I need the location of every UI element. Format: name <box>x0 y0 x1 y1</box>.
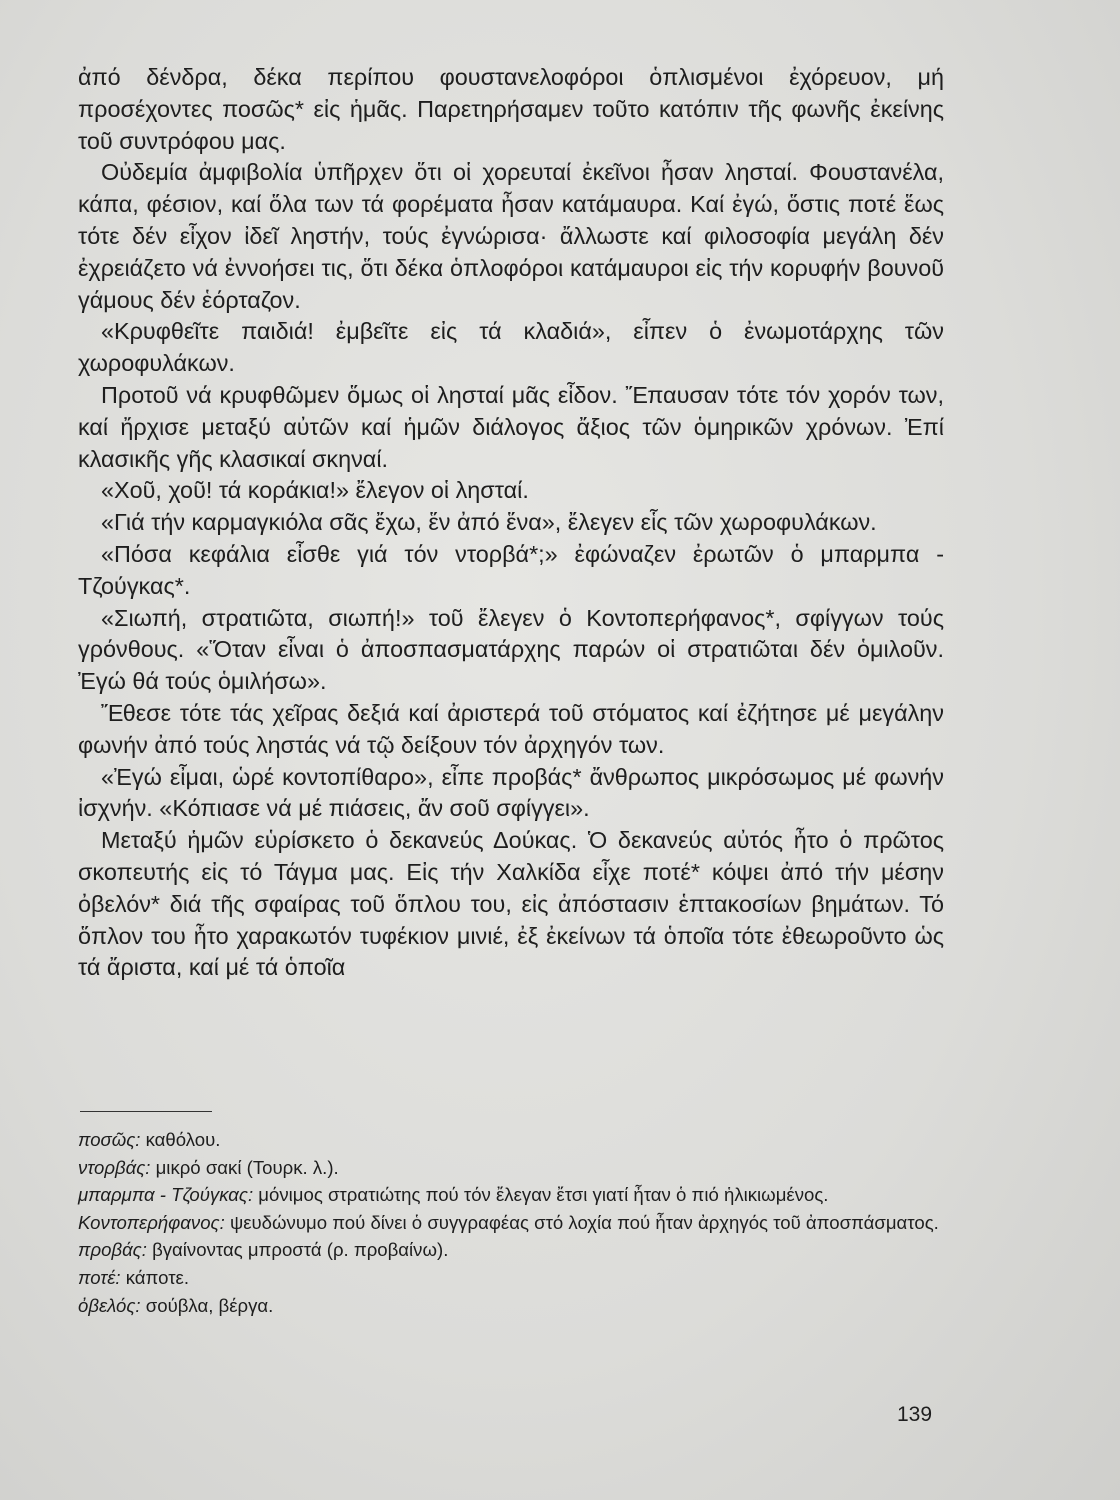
footnote-definition: καθόλου. <box>145 1129 221 1150</box>
footnote-definition: σούβλα, βέργα. <box>145 1294 274 1316</box>
paragraph: Προτοῦ νά κρυφθῶμεν ὅμως οἱ λησταί μᾶς εἶδον. Ἔπαυσαν τότε τόν χορόν των, καί ἤρχισε μεταξύ αὐτῶν καί ἡμῶν διάλογος ἄξιος τῶν ὁμηρικῶν χρόνων. Ἐπί κλασικῆς γῆς κλασικαί σκηναί. <box>78 381 944 472</box>
paragraph: Μεταξύ ἡμῶν εὑρίσκετο ὁ δεκανεύς Δούκας. Ὁ δεκανεύς αὐτός ἦτο ὁ πρῶτος σκοπευτής εἰς τό Τάγμα μας. Εἰς τήν Χαλκίδα εἶχε ποτέ* κόψει ἀπό τήν μέσην ὀβελόν* διά τῆς σφαίρας τοῦ ὅπλου του, εἰς ἀπόστασιν ἑπτακοσίων βημάτων. Τό ὅπλον του ἦτο χαρακωτόν τυφέκιον μινιέ, ἐξ ἐκείνων τά ὁποῖα τότε ἐθεωροῦντο ὡς τά ἄριστα, καί μέ τά ὁποῖα <box>78 827 944 981</box>
footnote <box>78 1264 944 1292</box>
footnote-term: προβάς: <box>78 1239 147 1261</box>
paragraph: «Χοῦ, χοῦ! τά κοράκια!» ἔλεγον οἱ λησταί. <box>101 477 529 504</box>
paragraph: ἀπό δένδρα, δέκα περίπου φουστανελοφόροι ὁπλισμένοι ἐχόρευον, μή προσέχοντες ποσῶς* εἰς ἡμᾶς. Παρετηρήσαμεν τοῦτο κατόπιν τῆς φωνῆς ἐκείνης τοῦ συντρόφου μας. <box>78 64 944 154</box>
footnote-term: ὀβελός: <box>78 1294 141 1316</box>
footnote <box>78 1154 944 1182</box>
footnotes <box>78 1126 944 1319</box>
paragraph: «Πόσα κεφάλια εἶσθε γιά τόν ντορβά*;» ἐφώναζεν ἐρωτῶν ὁ μπαρμπα - Τζούγκας*. <box>78 540 944 599</box>
footnote-definition: μόνιμος στρατιώτης πού τόν ἔλεγαν ἔτσι γιατί ἦταν ὁ πιό ἡλικιωμένος. <box>258 1184 829 1206</box>
footnote-term: ντορβάς: <box>78 1156 151 1178</box>
paragraph: Οὐδεμία ἀμφιβολία ὑπῆρχεν ὅτι οἱ χορευταί ἐκεῖνοι ἦσαν λησταί. Φουστανέλα, κάπα, φέσιον, καί ὅλα των τά φορέματα ἦσαν κατάμαυρα. Καί ἐγώ, ὅστις ποτέ ἕως τότε δέν εἶχον ἰδεῖ ληστήν, τούς ἐγνώρισα· ἄλλωστε καί φιλοσοφία μεγάλη δέν ἐχρειάζετο νά ἐννοήσει τις, ὅτι δέκα ὁπλοφόροι κατάμαυροι εἰς τήν κορυφήν βουνοῦ γάμους δέν ἑόρταζον. <box>78 159 944 313</box>
footnote-definition: μικρό σακί (Τουρκ. λ.). <box>155 1156 339 1178</box>
page-number: 139 <box>897 1403 933 1426</box>
footnote <box>78 1181 944 1209</box>
footnote-term: μπαρμπα - Τζούγκας: <box>78 1184 254 1206</box>
footnote-definition: βγαίνοντας μπροστά (ρ. προβαίνω). <box>152 1239 449 1261</box>
footnote-divider <box>80 1111 212 1112</box>
footnote <box>78 1209 944 1237</box>
paragraph: «Σιωπή, στρατιῶτα, σιωπή!» τοῦ ἔλεγεν ὁ Κοντοπερήφανος*, σφίγγων τούς γρόνθους. «Ὅταν εἶναι ὁ ἀποσπασματάρχης παρών οἱ στρατιῶται δέν ὁμιλοῦν. Ἐγώ θά τούς ὁμιλήσω». <box>78 604 944 695</box>
footnote-term: ποσῶς: <box>78 1129 141 1150</box>
footnote <box>78 1126 944 1154</box>
footnote <box>78 1236 944 1264</box>
footnote-definition: κάποτε. <box>125 1266 189 1288</box>
paragraph: «Ἐγώ εἶμαι, ὡρέ κοντοπίθαρο», εἶπε προβάς* ἄνθρωπος μικρόσωμος μέ φωνήν ἰσχνήν. «Κόπιασε νά μέ πιάσεις, ἄν σοῦ σφίγγει». <box>78 763 944 822</box>
paragraph: Ἔθεσε τότε τάς χεῖρας δεξιά καί ἀριστερά τοῦ στόματος καί ἐζήτησε μέ μεγάλην φωνήν ἀπό τούς ληστάς νά τῷ δείξουν τόν ἀρχηγόν των. <box>78 699 944 758</box>
footnote-term: Κοντοπερήφανος: <box>78 1211 225 1233</box>
footnote <box>78 1292 944 1320</box>
footnote-definition: ψευδώνυμο πού δίνει ὁ συγγραφέας στό λοχία πού ἦταν ἀρχηγός τοῦ ἀποσπάσματος. <box>229 1211 939 1233</box>
paragraph: «Γιά τήν καρμαγκιόλα σᾶς ἔχω, ἕν ἀπό ἕνα», ἔλεγεν εἷς τῶν χωροφυλάκων. <box>101 509 877 536</box>
footnote-term: ποτέ: <box>78 1266 121 1288</box>
paragraph: «Κρυφθεῖτε παιδιά! ἐμβεῖτε εἰς τά κλαδιά», εἶπεν ὁ ἐνωμοτάρχης τῶν χωροφυλάκων. <box>78 318 944 377</box>
body-text <box>78 62 944 984</box>
